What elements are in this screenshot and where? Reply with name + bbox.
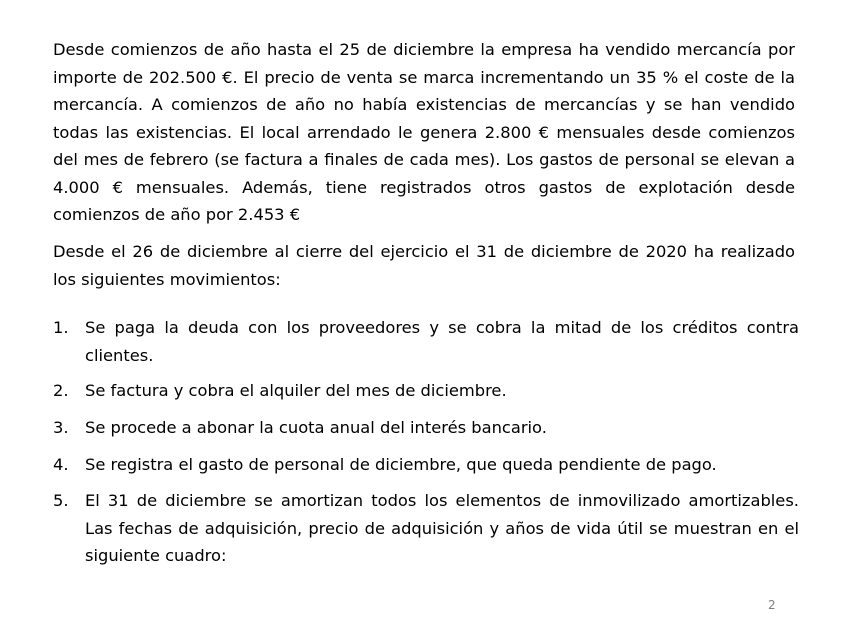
intro-paragraph: Desde comienzos de año hasta el 25 de diciembre la empresa ha vendido mercancía por importe de 202.500 €. El precio de venta se marca incrementando un 35 % el coste de la mercancía. A comienzos de año no había existencias de mercancías y se han vendido todas las existencias. El local arrendado le genera 2.800 € mensuales desde comienzos del mes de febrero (se factura a finales de cada mes). Los gastos de personal se elevan a 4.000 € mensuales. Además, tiene registrados otros gastos de explotación desde comienzos de año por 2.453 € <box>53 40 795 224</box>
list-item-text: El 31 de diciembre se amortizan todos los elementos de inmovilizado amortizables. Las fechas de adquisición, precio de adquisición y años de vida útil se muestran en el siguiente cuadro: <box>85 491 799 565</box>
list-item-number: 3. <box>53 418 69 437</box>
list-item-number: 5. <box>53 491 69 510</box>
list-item-text: Se registra el gasto de personal de diciembre, que queda pendiente de pago. <box>85 455 717 474</box>
list-item-text: Se procede a abonar la cuota anual del interés bancario. <box>85 418 547 437</box>
movements-intro-paragraph: Desde el 26 de diciembre al cierre del ejercicio el 31 de diciembre de 2020 ha realizado los siguientes movimientos: <box>53 242 795 289</box>
list-item <box>53 314 799 369</box>
list-item <box>53 451 799 479</box>
list-item-text: Se paga la deuda con los proveedores y se cobra la mitad de los créditos contra clientes. <box>85 318 799 365</box>
list-item-number: 2. <box>53 381 69 400</box>
list-item-number: 1. <box>53 318 69 337</box>
list-item-text: Se factura y cobra el alquiler del mes de diciembre. <box>85 381 507 400</box>
list-item <box>53 377 799 405</box>
page-number: 2 <box>768 598 776 612</box>
list-item <box>53 487 799 570</box>
list-item-number: 4. <box>53 455 69 474</box>
list-item <box>53 414 799 442</box>
